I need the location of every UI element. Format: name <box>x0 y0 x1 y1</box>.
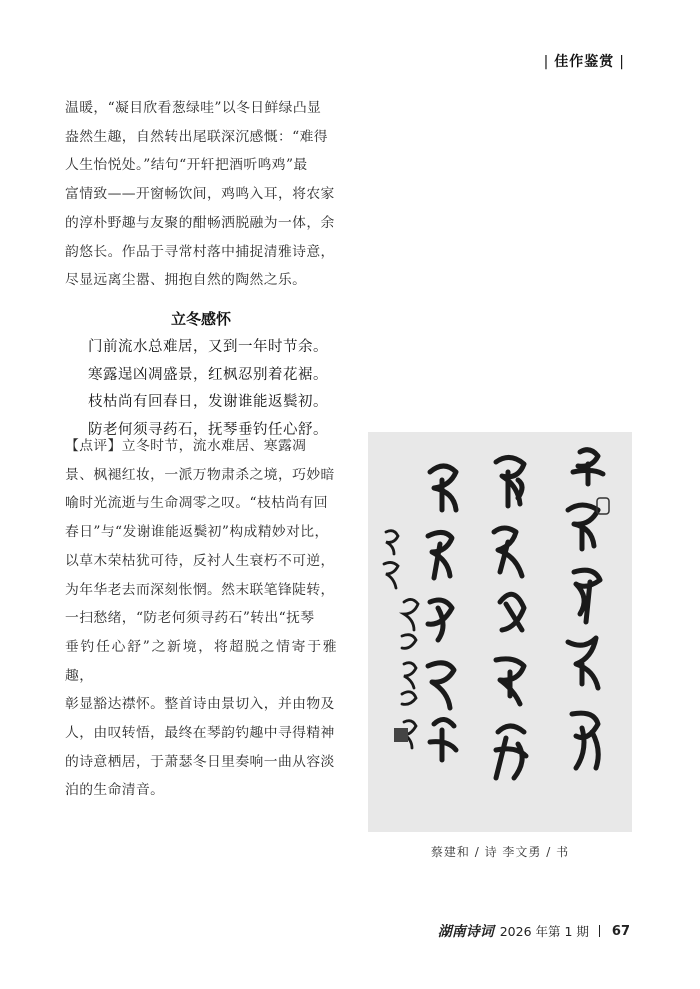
intro-line: 富情致——开窗畅饮间，鸡鸣入耳，将农家 <box>65 186 335 203</box>
comment-line: 泊的生命清音。 <box>65 782 165 799</box>
intro-line: 盎然生趣，自然转出尾联深沉感慨：“难得 <box>65 128 328 145</box>
comment-line: 一扫愁绪，“防老何须寻药石”转出“抚琴 <box>65 610 315 627</box>
footer-divider <box>599 925 600 937</box>
section-title: 佳作鉴赏 <box>554 54 615 70</box>
section-bar-right: | <box>619 54 625 70</box>
comment-line: 为年华老去而深刻怅惘。然末联笔锋陡转， <box>65 581 335 598</box>
comment-line: 人，由叹转悟，最终在琴韵钓趣中寻得精神 <box>65 725 335 742</box>
issue-label: 2026 年第 1 期 <box>499 924 589 939</box>
calligraphy-artwork <box>368 432 632 832</box>
section-bar-left: | <box>543 54 550 70</box>
artwork-caption: 蔡建和 / 诗 李文勇 / 书 <box>430 845 570 859</box>
poem-title: 立冬感怀 <box>170 310 231 328</box>
seal-bottom <box>394 728 408 742</box>
calligraphy-image <box>368 432 632 832</box>
commentary <box>65 432 337 805</box>
comment-line: 垂钓任心舒”之新境，将超脱之情寄于雅趣， <box>65 638 337 684</box>
intro-line: 尽显远离尘嚣、拥抱自然的陶然之乐。 <box>65 272 307 289</box>
comment-line: 以草木荣枯犹可待，反衬人生衰朽不可逆， <box>65 552 335 569</box>
poem-body <box>88 334 328 444</box>
page-number: 67 <box>611 923 630 939</box>
comment-line: 喻时光流逝与生命凋零之叹。“枝枯尚有回 <box>65 495 328 512</box>
poem-line: 门前流水总难居，又到一年时节余。 <box>88 339 328 355</box>
intro-line: 人生怡悦处。”结句“开轩把酒听鸣鸡”最 <box>65 157 308 174</box>
calligraphy-strokes <box>428 450 603 778</box>
poem-line: 寒露逞凶凋盛景，红枫忍别着花裾。 <box>88 366 328 383</box>
section-tag <box>539 51 630 71</box>
magazine-logo: 湖南诗词 <box>437 924 494 940</box>
inscription-strokes <box>384 531 418 748</box>
comment-line: 景、枫褪红妆，一派万物肃杀之境，巧妙暗 <box>65 466 335 483</box>
poem-line: 防老何须寻药石，抚琴垂钓任心舒。 <box>88 421 328 438</box>
intro-line: 温暖，“凝目欣看葱绿哇”以冬日鲜绿凸显 <box>65 100 322 116</box>
intro-line: 的淳朴野趣与友聚的酣畅洒脱融为一体，余 <box>65 214 335 231</box>
comment-line: 的诗意栖居，于萧瑟冬日里奏响一曲从容淡 <box>65 753 335 770</box>
page-footer <box>438 921 630 941</box>
comment-line: 【点评】立冬时节，流水难居、寒露凋 <box>65 438 307 454</box>
intro-line: 韵悠长。作品于寻常村落中捕捉清雅诗意， <box>65 243 335 260</box>
comment-line: 春日”与“发谢谁能返鬓初”构成精妙对比， <box>65 524 329 541</box>
comment-line: 彰显豁达襟怀。整首诗由景切入，并由物及 <box>65 696 335 713</box>
intro-paragraph <box>65 94 337 295</box>
poem-line: 枝枯尚有回春日，发谢谁能返鬓初。 <box>88 394 328 410</box>
